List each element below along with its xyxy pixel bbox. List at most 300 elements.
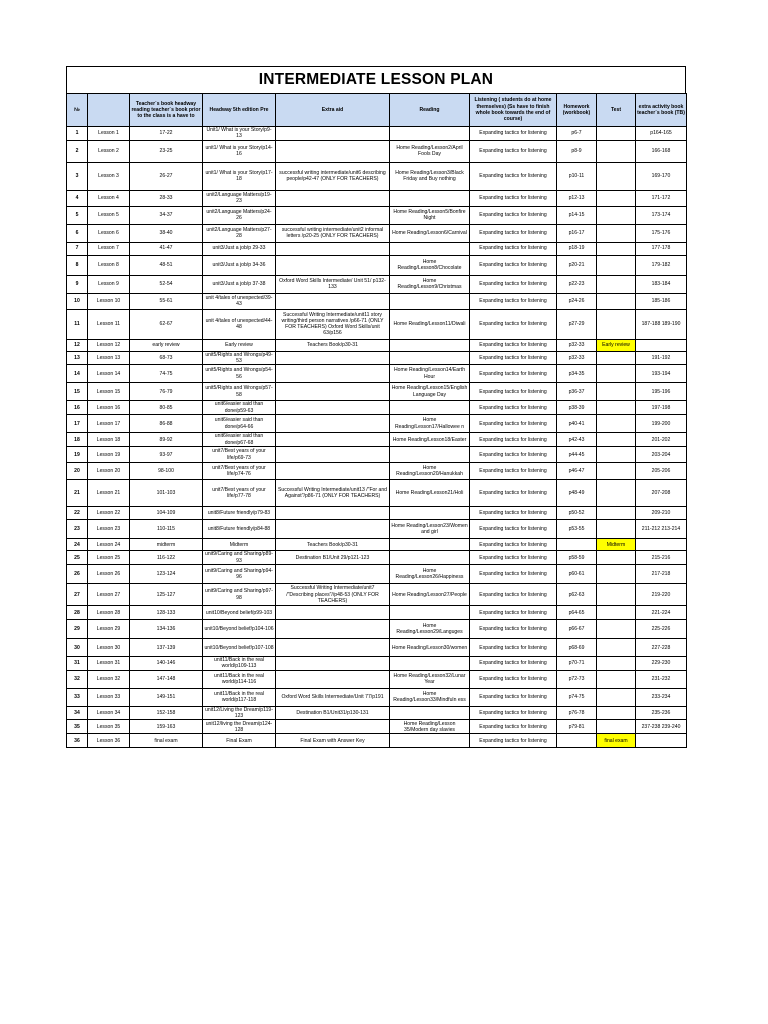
cell-reading: Home Reading/Lesson15/English Language Day bbox=[390, 383, 470, 401]
cell-homework: p8-9 bbox=[557, 140, 597, 162]
header-headway: Headway 5th edition Pre bbox=[203, 94, 276, 127]
header-number: № bbox=[67, 94, 88, 127]
cell-number: 29 bbox=[67, 620, 88, 639]
cell-lesson: Lesson 4 bbox=[88, 190, 130, 206]
cell-reading bbox=[390, 706, 470, 720]
cell-test bbox=[597, 224, 636, 242]
cell-listening: Expanding tactics for listening bbox=[470, 224, 557, 242]
cell-test bbox=[597, 670, 636, 688]
cell-extra-activity: 225-226 bbox=[636, 620, 687, 639]
cell-teachers-book: 110-115 bbox=[130, 520, 203, 539]
cell-listening: Expanding tactics for listening bbox=[470, 639, 557, 657]
cell-lesson: Lesson 10 bbox=[88, 293, 130, 309]
cell-teachers-book: 76-79 bbox=[130, 383, 203, 401]
cell-listening: Expanding tactics for listening bbox=[470, 309, 557, 339]
cell-teachers-book: 93-97 bbox=[130, 447, 203, 463]
cell-extra-aid bbox=[276, 657, 390, 671]
cell-headway: unit10/Beyond belief/p107-108 bbox=[203, 639, 276, 657]
cell-number: 17 bbox=[67, 415, 88, 433]
cell-extra-aid bbox=[276, 606, 390, 620]
cell-teachers-book: 137-139 bbox=[130, 639, 203, 657]
cell-test bbox=[597, 620, 636, 639]
cell-test bbox=[597, 565, 636, 584]
cell-extra-aid: successful writing intermediate/unit6 describing people/p42-47 (ONLY FOR TEACHERS) bbox=[276, 162, 390, 190]
cell-number: 22 bbox=[67, 507, 88, 520]
cell-listening: Expanding tactics for listening bbox=[470, 415, 557, 433]
page-title: INTERMEDIATE LESSON PLAN bbox=[258, 71, 494, 88]
cell-homework: p58-59 bbox=[557, 551, 597, 565]
cell-test bbox=[597, 383, 636, 401]
cell-homework: p44-45 bbox=[557, 447, 597, 463]
cell-lesson: Lesson 5 bbox=[88, 206, 130, 224]
cell-lesson: Lesson 31 bbox=[88, 657, 130, 671]
cell-homework: p50-52 bbox=[557, 507, 597, 520]
cell-teachers-book: 123-124 bbox=[130, 565, 203, 584]
cell-listening: Expanding tactics for listening bbox=[470, 688, 557, 706]
cell-test bbox=[597, 463, 636, 480]
cell-homework bbox=[557, 734, 597, 748]
cell-homework: p6-7 bbox=[557, 127, 597, 141]
cell-test bbox=[597, 206, 636, 224]
cell-teachers-book: 74-75 bbox=[130, 365, 203, 383]
cell-extra-aid: Destination B1/Unit31/p130-131 bbox=[276, 706, 390, 720]
cell-number: 1 bbox=[67, 127, 88, 141]
cell-teachers-book: midterm bbox=[130, 539, 203, 551]
cell-number: 16 bbox=[67, 401, 88, 415]
cell-headway: unit7/Best years of your life/p69-73 bbox=[203, 447, 276, 463]
cell-listening: Expanding tactics for listening bbox=[470, 706, 557, 720]
cell-number: 13 bbox=[67, 351, 88, 365]
cell-teachers-book: 104-109 bbox=[130, 507, 203, 520]
cell-test bbox=[597, 447, 636, 463]
cell-test bbox=[597, 351, 636, 365]
cell-headway: Midterm bbox=[203, 539, 276, 551]
table-row bbox=[67, 309, 687, 339]
cell-extra-activity: 231-232 bbox=[636, 670, 687, 688]
cell-homework: p36-37 bbox=[557, 383, 597, 401]
cell-extra-aid bbox=[276, 463, 390, 480]
cell-extra-aid bbox=[276, 255, 390, 275]
cell-headway: unit9/Caring and Sharing/p89-93 bbox=[203, 551, 276, 565]
cell-lesson: Lesson 30 bbox=[88, 639, 130, 657]
cell-reading bbox=[390, 734, 470, 748]
cell-extra-aid: Teachers Book/p30-31 bbox=[276, 339, 390, 351]
cell-reading: Home Reading/Lesson21/Holi bbox=[390, 480, 470, 507]
cell-number: 10 bbox=[67, 293, 88, 309]
cell-extra-aid bbox=[276, 520, 390, 539]
cell-reading: Home Reading/Lesson6/Carnival bbox=[390, 224, 470, 242]
cell-number: 3 bbox=[67, 162, 88, 190]
table-row bbox=[67, 520, 687, 539]
cell-teachers-book: 62-67 bbox=[130, 309, 203, 339]
cell-test bbox=[597, 706, 636, 720]
cell-reading: Home Reading/Lesson29/Languges bbox=[390, 620, 470, 639]
cell-number: 18 bbox=[67, 433, 88, 447]
cell-listening: Expanding tactics for listening bbox=[470, 383, 557, 401]
cell-lesson: Lesson 17 bbox=[88, 415, 130, 433]
cell-number: 33 bbox=[67, 688, 88, 706]
cell-listening: Expanding tactics for listening bbox=[470, 365, 557, 383]
cell-homework: p79-81 bbox=[557, 720, 597, 734]
cell-number: 19 bbox=[67, 447, 88, 463]
cell-listening: Expanding tactics for listening bbox=[470, 670, 557, 688]
cell-extra-activity: 201-202 bbox=[636, 433, 687, 447]
cell-teachers-book: 26-27 bbox=[130, 162, 203, 190]
cell-listening: Expanding tactics for listening bbox=[470, 657, 557, 671]
cell-lesson: Lesson 15 bbox=[88, 383, 130, 401]
cell-test bbox=[597, 190, 636, 206]
cell-listening: Expanding tactics for listening bbox=[470, 480, 557, 507]
cell-number: 15 bbox=[67, 383, 88, 401]
cell-extra-aid: Destination B1/Unit 29/p121-123 bbox=[276, 551, 390, 565]
cell-number: 11 bbox=[67, 309, 88, 339]
cell-homework: p18-19 bbox=[557, 242, 597, 255]
table-body bbox=[67, 127, 687, 748]
table-row bbox=[67, 657, 687, 671]
cell-homework: p32-33 bbox=[557, 351, 597, 365]
cell-test bbox=[597, 606, 636, 620]
cell-lesson: Lesson 29 bbox=[88, 620, 130, 639]
cell-reading bbox=[390, 539, 470, 551]
table-row bbox=[67, 190, 687, 206]
cell-headway: unit11/Back in the real world/p114-116 bbox=[203, 670, 276, 688]
cell-extra-aid bbox=[276, 720, 390, 734]
cell-lesson: Lesson 24 bbox=[88, 539, 130, 551]
cell-homework: p14-15 bbox=[557, 206, 597, 224]
header-row bbox=[67, 94, 687, 127]
cell-extra-aid bbox=[276, 190, 390, 206]
lesson-plan-table bbox=[66, 93, 687, 748]
cell-reading: Home Reading/Lesson30/women bbox=[390, 639, 470, 657]
cell-extra-aid bbox=[276, 415, 390, 433]
cell-number: 5 bbox=[67, 206, 88, 224]
cell-lesson: Lesson 12 bbox=[88, 339, 130, 351]
cell-test bbox=[597, 255, 636, 275]
cell-headway: unit5/Rights and Wrongs/p49-53 bbox=[203, 351, 276, 365]
cell-teachers-book: 41-47 bbox=[130, 242, 203, 255]
cell-extra-activity: 203-204 bbox=[636, 447, 687, 463]
cell-number: 26 bbox=[67, 565, 88, 584]
header-reading: Reading bbox=[390, 94, 470, 127]
table-row bbox=[67, 706, 687, 720]
cell-reading: Home Reading/Lesson20/Hanukkah bbox=[390, 463, 470, 480]
cell-lesson: Lesson 33 bbox=[88, 688, 130, 706]
cell-teachers-book: final exam bbox=[130, 734, 203, 748]
table-row bbox=[67, 720, 687, 734]
cell-homework: p66-67 bbox=[557, 620, 597, 639]
cell-homework: p42-43 bbox=[557, 433, 597, 447]
cell-reading: Home Reading/Lesson11/Diwali bbox=[390, 309, 470, 339]
cell-reading bbox=[390, 351, 470, 365]
cell-reading: Home Reading/Lesson18/Easter bbox=[390, 433, 470, 447]
cell-listening: Expanding tactics for listening bbox=[470, 520, 557, 539]
cell-teachers-book: 149-151 bbox=[130, 688, 203, 706]
cell-extra-aid bbox=[276, 565, 390, 584]
cell-test bbox=[597, 162, 636, 190]
cell-reading bbox=[390, 339, 470, 351]
cell-test bbox=[597, 520, 636, 539]
cell-lesson: Lesson 1 bbox=[88, 127, 130, 141]
cell-lesson: Lesson 35 bbox=[88, 720, 130, 734]
cell-lesson: Lesson 6 bbox=[88, 224, 130, 242]
cell-teachers-book: 52-54 bbox=[130, 275, 203, 293]
cell-number: 21 bbox=[67, 480, 88, 507]
cell-teachers-book: 80-85 bbox=[130, 401, 203, 415]
cell-extra-activity: 197-198 bbox=[636, 401, 687, 415]
cell-reading: Home Reading/Lesson23/Women and girl bbox=[390, 520, 470, 539]
cell-test bbox=[597, 507, 636, 520]
table-row bbox=[67, 620, 687, 639]
cell-reading: Home Reading/Lesson2/April Fools Day bbox=[390, 140, 470, 162]
cell-listening: Expanding tactics for listening bbox=[470, 351, 557, 365]
cell-reading: Home Reading/Lesson33/Mindfuln ess bbox=[390, 688, 470, 706]
cell-extra-activity: 166-168 bbox=[636, 140, 687, 162]
cell-homework: p12-13 bbox=[557, 190, 597, 206]
table-row bbox=[67, 539, 687, 551]
cell-test bbox=[597, 401, 636, 415]
cell-homework: p68-69 bbox=[557, 639, 597, 657]
cell-reading: Home Reading/Lesson5/Bonfire Night bbox=[390, 206, 470, 224]
cell-extra-aid bbox=[276, 293, 390, 309]
cell-teachers-book: 101-103 bbox=[130, 480, 203, 507]
header-extra-aid: Extra aid bbox=[276, 94, 390, 127]
cell-extra-aid bbox=[276, 365, 390, 383]
cell-homework: p24-26 bbox=[557, 293, 597, 309]
title-row bbox=[66, 66, 686, 93]
cell-number: 25 bbox=[67, 551, 88, 565]
cell-test bbox=[597, 293, 636, 309]
cell-reading bbox=[390, 190, 470, 206]
cell-headway: unit7/Best years of your life/p74-76 bbox=[203, 463, 276, 480]
cell-listening: Expanding tactics for listening bbox=[470, 551, 557, 565]
cell-number: 32 bbox=[67, 670, 88, 688]
cell-extra-aid: Successful Writing Intermediate/unit7 /"Describing places"//p48-53 (ONLY FOR TEACHERS) bbox=[276, 584, 390, 606]
table-row bbox=[67, 140, 687, 162]
cell-extra-aid bbox=[276, 639, 390, 657]
cell-teachers-book: 23-25 bbox=[130, 140, 203, 162]
table-row bbox=[67, 447, 687, 463]
cell-homework: p46-47 bbox=[557, 463, 597, 480]
cell-teachers-book: 152-158 bbox=[130, 706, 203, 720]
cell-extra-aid: Final Exam with Answer Key bbox=[276, 734, 390, 748]
cell-test: Early review bbox=[597, 339, 636, 351]
cell-headway: unit7/Best years of your life/p77-78 bbox=[203, 480, 276, 507]
table-row bbox=[67, 507, 687, 520]
cell-reading bbox=[390, 127, 470, 141]
cell-test: Midterm bbox=[597, 539, 636, 551]
cell-listening: Expanding tactics for listening bbox=[470, 127, 557, 141]
cell-number: 31 bbox=[67, 657, 88, 671]
cell-extra-aid bbox=[276, 620, 390, 639]
cell-teachers-book: 34-37 bbox=[130, 206, 203, 224]
cell-listening: Expanding tactics for listening bbox=[470, 539, 557, 551]
cell-lesson: Lesson 2 bbox=[88, 140, 130, 162]
cell-lesson: Lesson 19 bbox=[88, 447, 130, 463]
cell-headway: Final Exam bbox=[203, 734, 276, 748]
table-row bbox=[67, 401, 687, 415]
cell-extra-activity: 175-176 bbox=[636, 224, 687, 242]
cell-test bbox=[597, 584, 636, 606]
cell-number: 7 bbox=[67, 242, 88, 255]
cell-homework: p40-41 bbox=[557, 415, 597, 433]
table-row bbox=[67, 162, 687, 190]
cell-homework: p74-75 bbox=[557, 688, 597, 706]
cell-extra-activity: 221-224 bbox=[636, 606, 687, 620]
cell-extra-aid bbox=[276, 670, 390, 688]
header-extra-activity: extra activity book teacher`s book (TB) bbox=[636, 94, 687, 127]
cell-headway: unit2/Language Matters/p27-28 bbox=[203, 224, 276, 242]
cell-headway: unit9/Caring and Sharing/p94-96 bbox=[203, 565, 276, 584]
cell-listening: Expanding tactics for listening bbox=[470, 584, 557, 606]
table-row bbox=[67, 670, 687, 688]
cell-headway: unit10/Beyond belief/p99-103 bbox=[203, 606, 276, 620]
cell-reading bbox=[390, 606, 470, 620]
cell-listening: Expanding tactics for listening bbox=[470, 606, 557, 620]
cell-headway: unit2/Language Matters/p24-26 bbox=[203, 206, 276, 224]
table-row bbox=[67, 275, 687, 293]
lesson-plan-sheet bbox=[66, 66, 686, 748]
table-row bbox=[67, 433, 687, 447]
cell-lesson: Lesson 14 bbox=[88, 365, 130, 383]
cell-extra-activity: 179-182 bbox=[636, 255, 687, 275]
cell-headway: unit10/Beyond belief/p104-106 bbox=[203, 620, 276, 639]
table-row bbox=[67, 606, 687, 620]
cell-number: 28 bbox=[67, 606, 88, 620]
cell-headway: unit6/easier said than done/p64-66 bbox=[203, 415, 276, 433]
cell-headway: unit2/Language Matters/p19-23 bbox=[203, 190, 276, 206]
cell-reading bbox=[390, 447, 470, 463]
cell-listening: Expanding tactics for listening bbox=[470, 339, 557, 351]
cell-homework: p38-39 bbox=[557, 401, 597, 415]
cell-extra-aid bbox=[276, 351, 390, 365]
cell-reading: Home Reading/Lesson3/Black Friday and Buy nothing bbox=[390, 162, 470, 190]
cell-teachers-book: 68-73 bbox=[130, 351, 203, 365]
table-row bbox=[67, 206, 687, 224]
cell-extra-aid: successful writing intermediate/unit2 informal letters /p20-25 (ONLY FOR TEACHERS) bbox=[276, 224, 390, 242]
cell-test bbox=[597, 720, 636, 734]
cell-headway: unit6/easier said than done/p59-63 bbox=[203, 401, 276, 415]
cell-listening: Expanding tactics for listening bbox=[470, 190, 557, 206]
cell-headway: unit5/Rights and Wrongs/p57-58 bbox=[203, 383, 276, 401]
cell-lesson: Lesson 18 bbox=[88, 433, 130, 447]
cell-headway: unit1/ What is your Story/p17-18 bbox=[203, 162, 276, 190]
cell-extra-activity: 205-206 bbox=[636, 463, 687, 480]
cell-test bbox=[597, 433, 636, 447]
cell-listening: Expanding tactics for listening bbox=[470, 565, 557, 584]
header-test: Test bbox=[597, 94, 636, 127]
cell-listening: Expanding tactics for listening bbox=[470, 242, 557, 255]
cell-extra-activity: 217-218 bbox=[636, 565, 687, 584]
cell-teachers-book: early review bbox=[130, 339, 203, 351]
table-row bbox=[67, 551, 687, 565]
cell-reading bbox=[390, 507, 470, 520]
cell-listening: Expanding tactics for listening bbox=[470, 255, 557, 275]
cell-extra-activity: 173-174 bbox=[636, 206, 687, 224]
cell-listening: Expanding tactics for listening bbox=[470, 720, 557, 734]
cell-headway: unit8/Future friendly/p79-83 bbox=[203, 507, 276, 520]
cell-extra-aid bbox=[276, 433, 390, 447]
cell-number: 35 bbox=[67, 720, 88, 734]
cell-reading bbox=[390, 551, 470, 565]
cell-teachers-book: 17-22 bbox=[130, 127, 203, 141]
cell-headway: unit3/Just a job/p 37-38 bbox=[203, 275, 276, 293]
cell-number: 36 bbox=[67, 734, 88, 748]
cell-lesson: Lesson 23 bbox=[88, 520, 130, 539]
cell-test bbox=[597, 639, 636, 657]
cell-homework: p76-78 bbox=[557, 706, 597, 720]
cell-number: 9 bbox=[67, 275, 88, 293]
cell-extra-aid: Successful Writing Intermediate/unit13 /"For and Against"/p86-71 (ONLY FOR TEACHERS) bbox=[276, 480, 390, 507]
cell-extra-activity: 229-230 bbox=[636, 657, 687, 671]
cell-listening: Expanding tactics for listening bbox=[470, 507, 557, 520]
cell-headway: unit1/ What is your Story/p14-16 bbox=[203, 140, 276, 162]
cell-listening: Expanding tactics for listening bbox=[470, 620, 557, 639]
cell-reading: Home Reading/Lesson9/Christmas bbox=[390, 275, 470, 293]
cell-reading bbox=[390, 293, 470, 309]
cell-headway: unit12/living the Dream/p124-128 bbox=[203, 720, 276, 734]
cell-extra-activity: 171-172 bbox=[636, 190, 687, 206]
cell-extra-activity: 209-210 bbox=[636, 507, 687, 520]
table-row bbox=[67, 734, 687, 748]
cell-homework bbox=[557, 539, 597, 551]
cell-number: 6 bbox=[67, 224, 88, 242]
cell-lesson: Lesson 28 bbox=[88, 606, 130, 620]
cell-headway: unit 4/tales of unexpected/39-43 bbox=[203, 293, 276, 309]
cell-number: 24 bbox=[67, 539, 88, 551]
cell-number: 30 bbox=[67, 639, 88, 657]
cell-extra-aid bbox=[276, 383, 390, 401]
table-row bbox=[67, 224, 687, 242]
cell-extra-activity: 219-220 bbox=[636, 584, 687, 606]
cell-extra-activity bbox=[636, 734, 687, 748]
cell-headway: Unit1/ What is your Story/p9-13 bbox=[203, 127, 276, 141]
cell-number: 27 bbox=[67, 584, 88, 606]
cell-test bbox=[597, 415, 636, 433]
cell-extra-activity: 195-196 bbox=[636, 383, 687, 401]
cell-extra-activity: 211-212 213-214 bbox=[636, 520, 687, 539]
cell-homework: p16-17 bbox=[557, 224, 597, 242]
cell-number: 8 bbox=[67, 255, 88, 275]
table-row bbox=[67, 565, 687, 584]
cell-reading: Home Reading/Lesson27/People bbox=[390, 584, 470, 606]
cell-teachers-book: 98-100 bbox=[130, 463, 203, 480]
table-row bbox=[67, 351, 687, 365]
cell-number: 23 bbox=[67, 520, 88, 539]
cell-headway: unit11/Back in the real world/p109-113 bbox=[203, 657, 276, 671]
cell-reading bbox=[390, 657, 470, 671]
cell-number: 14 bbox=[67, 365, 88, 383]
cell-test bbox=[597, 688, 636, 706]
cell-extra-activity: 237-238 239-240 bbox=[636, 720, 687, 734]
cell-number: 20 bbox=[67, 463, 88, 480]
cell-test bbox=[597, 127, 636, 141]
cell-teachers-book: 86-88 bbox=[130, 415, 203, 433]
cell-listening: Expanding tactics for listening bbox=[470, 734, 557, 748]
cell-teachers-book: 128-133 bbox=[130, 606, 203, 620]
table-row bbox=[67, 365, 687, 383]
cell-extra-aid: Oxford Word Skills Intermediate/Unit 77/p191 bbox=[276, 688, 390, 706]
cell-extra-activity: 183-184 bbox=[636, 275, 687, 293]
cell-homework: p32-33 bbox=[557, 339, 597, 351]
cell-lesson: Lesson 16 bbox=[88, 401, 130, 415]
cell-extra-activity: p164-165 bbox=[636, 127, 687, 141]
cell-listening: Expanding tactics for listening bbox=[470, 433, 557, 447]
cell-headway: unit5/Rights and Wrongs/p54-56 bbox=[203, 365, 276, 383]
cell-teachers-book: 140-146 bbox=[130, 657, 203, 671]
cell-extra-activity: 177-178 bbox=[636, 242, 687, 255]
cell-lesson: Lesson 32 bbox=[88, 670, 130, 688]
cell-teachers-book: 125-127 bbox=[130, 584, 203, 606]
